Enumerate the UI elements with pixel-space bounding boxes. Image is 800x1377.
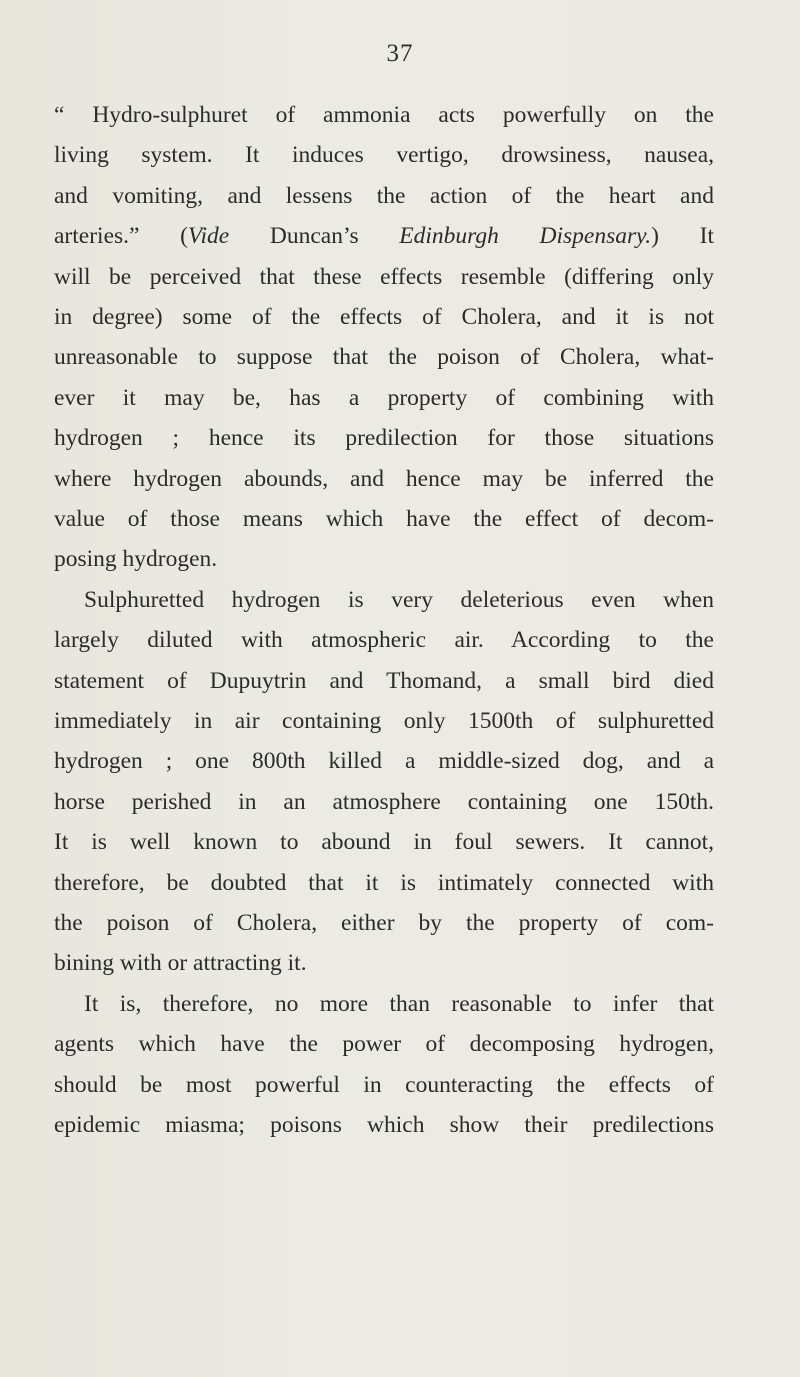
text-segment: unreasonable to suppose that the poison of Cholera, what-: [54, 344, 714, 371]
text-line: [54, 823, 714, 861]
text-line: [84, 581, 714, 619]
text-segment: epidemic miasma; poisons which show their predilections: [54, 1112, 714, 1138]
text-segment: It is, therefore, no more than reasonable to infer that: [84, 990, 714, 1017]
text-line: [54, 1106, 714, 1144]
text-line: [54, 136, 714, 174]
text-line: [54, 1066, 714, 1104]
text-segment: immediately in air containing only 1500th of sulphuretted: [54, 708, 714, 734]
text-line: [54, 904, 714, 942]
text-line: [54, 662, 714, 700]
text-line: [84, 985, 714, 1023]
text-line: [54, 742, 714, 780]
text-segment: posing hydrogen.: [54, 546, 218, 573]
text-line: [54, 379, 714, 417]
text-segment: should be most powerful in counteracting the effects of: [54, 1071, 714, 1098]
text-segment: will be perceived that these effects resemble (differing only: [54, 263, 714, 290]
italic-text: Vide: [187, 223, 230, 250]
text-segment: ever it may be, has a property of combining with: [54, 384, 714, 411]
text-line: [54, 1025, 714, 1063]
text-line: [54, 460, 714, 498]
text-line: [54, 540, 714, 578]
text-segment: and vomiting, and lessens the action of the heart and: [54, 182, 714, 209]
text-segment: statement of Dupuytrin and Thomand, a small bird died: [54, 667, 714, 694]
text-segment: in degree) some of the effects of Cholera, and it is not: [54, 304, 714, 330]
text-segment: the poison of Cholera, either by the property of com-: [54, 910, 714, 936]
italic-text: Edinburgh Dispensary.: [399, 223, 652, 250]
text-segment: Sulphuretted hydrogen is very deleterious even when: [84, 586, 714, 613]
text-segment: largely diluted with atmospheric air. According to the: [54, 627, 714, 654]
text-line: [54, 338, 714, 376]
text-segment: agents which have the power of decomposing hydrogen,: [54, 1031, 714, 1058]
page-number: 37: [386, 40, 414, 67]
text-segment: hydrogen ; one 800th killed a middle-sized dog, and a: [54, 748, 714, 775]
text-segment: horse perished in an atmosphere containing one 150th.: [54, 788, 714, 815]
text-segment: ) It: [651, 223, 714, 250]
text-line: [54, 621, 714, 659]
text-line: [54, 258, 714, 296]
text-segment: hydrogen ; hence its predilection for those situations: [54, 425, 714, 452]
text-segment: living system. It induces vertigo, drowsiness, nausea,: [54, 142, 714, 169]
text-segment: bining with or attracting it.: [54, 950, 307, 977]
text-segment: therefore, be doubted that it is intimately connected with: [54, 869, 714, 896]
text-line: [54, 783, 714, 821]
text-line: [54, 500, 714, 538]
text-line: [54, 419, 714, 457]
text-line: [54, 177, 714, 215]
text-segment: value of those means which have the effect of decom-: [54, 506, 714, 532]
text-segment: Duncan’s: [229, 223, 400, 250]
text-line: [54, 96, 714, 134]
text-segment: “ Hydro-sulphuret of ammonia acts powerfully on the: [54, 102, 714, 128]
text-segment: arteries.” (: [54, 223, 188, 250]
text-line: [54, 864, 714, 902]
text-line: [54, 944, 714, 982]
text-line: [54, 702, 714, 740]
text-segment: where hydrogen abounds, and hence may be inferred the: [54, 465, 714, 492]
text-segment: It is well known to abound in foul sewers. It cannot,: [54, 829, 714, 856]
text-line: [54, 298, 714, 336]
text-line: [54, 217, 714, 255]
